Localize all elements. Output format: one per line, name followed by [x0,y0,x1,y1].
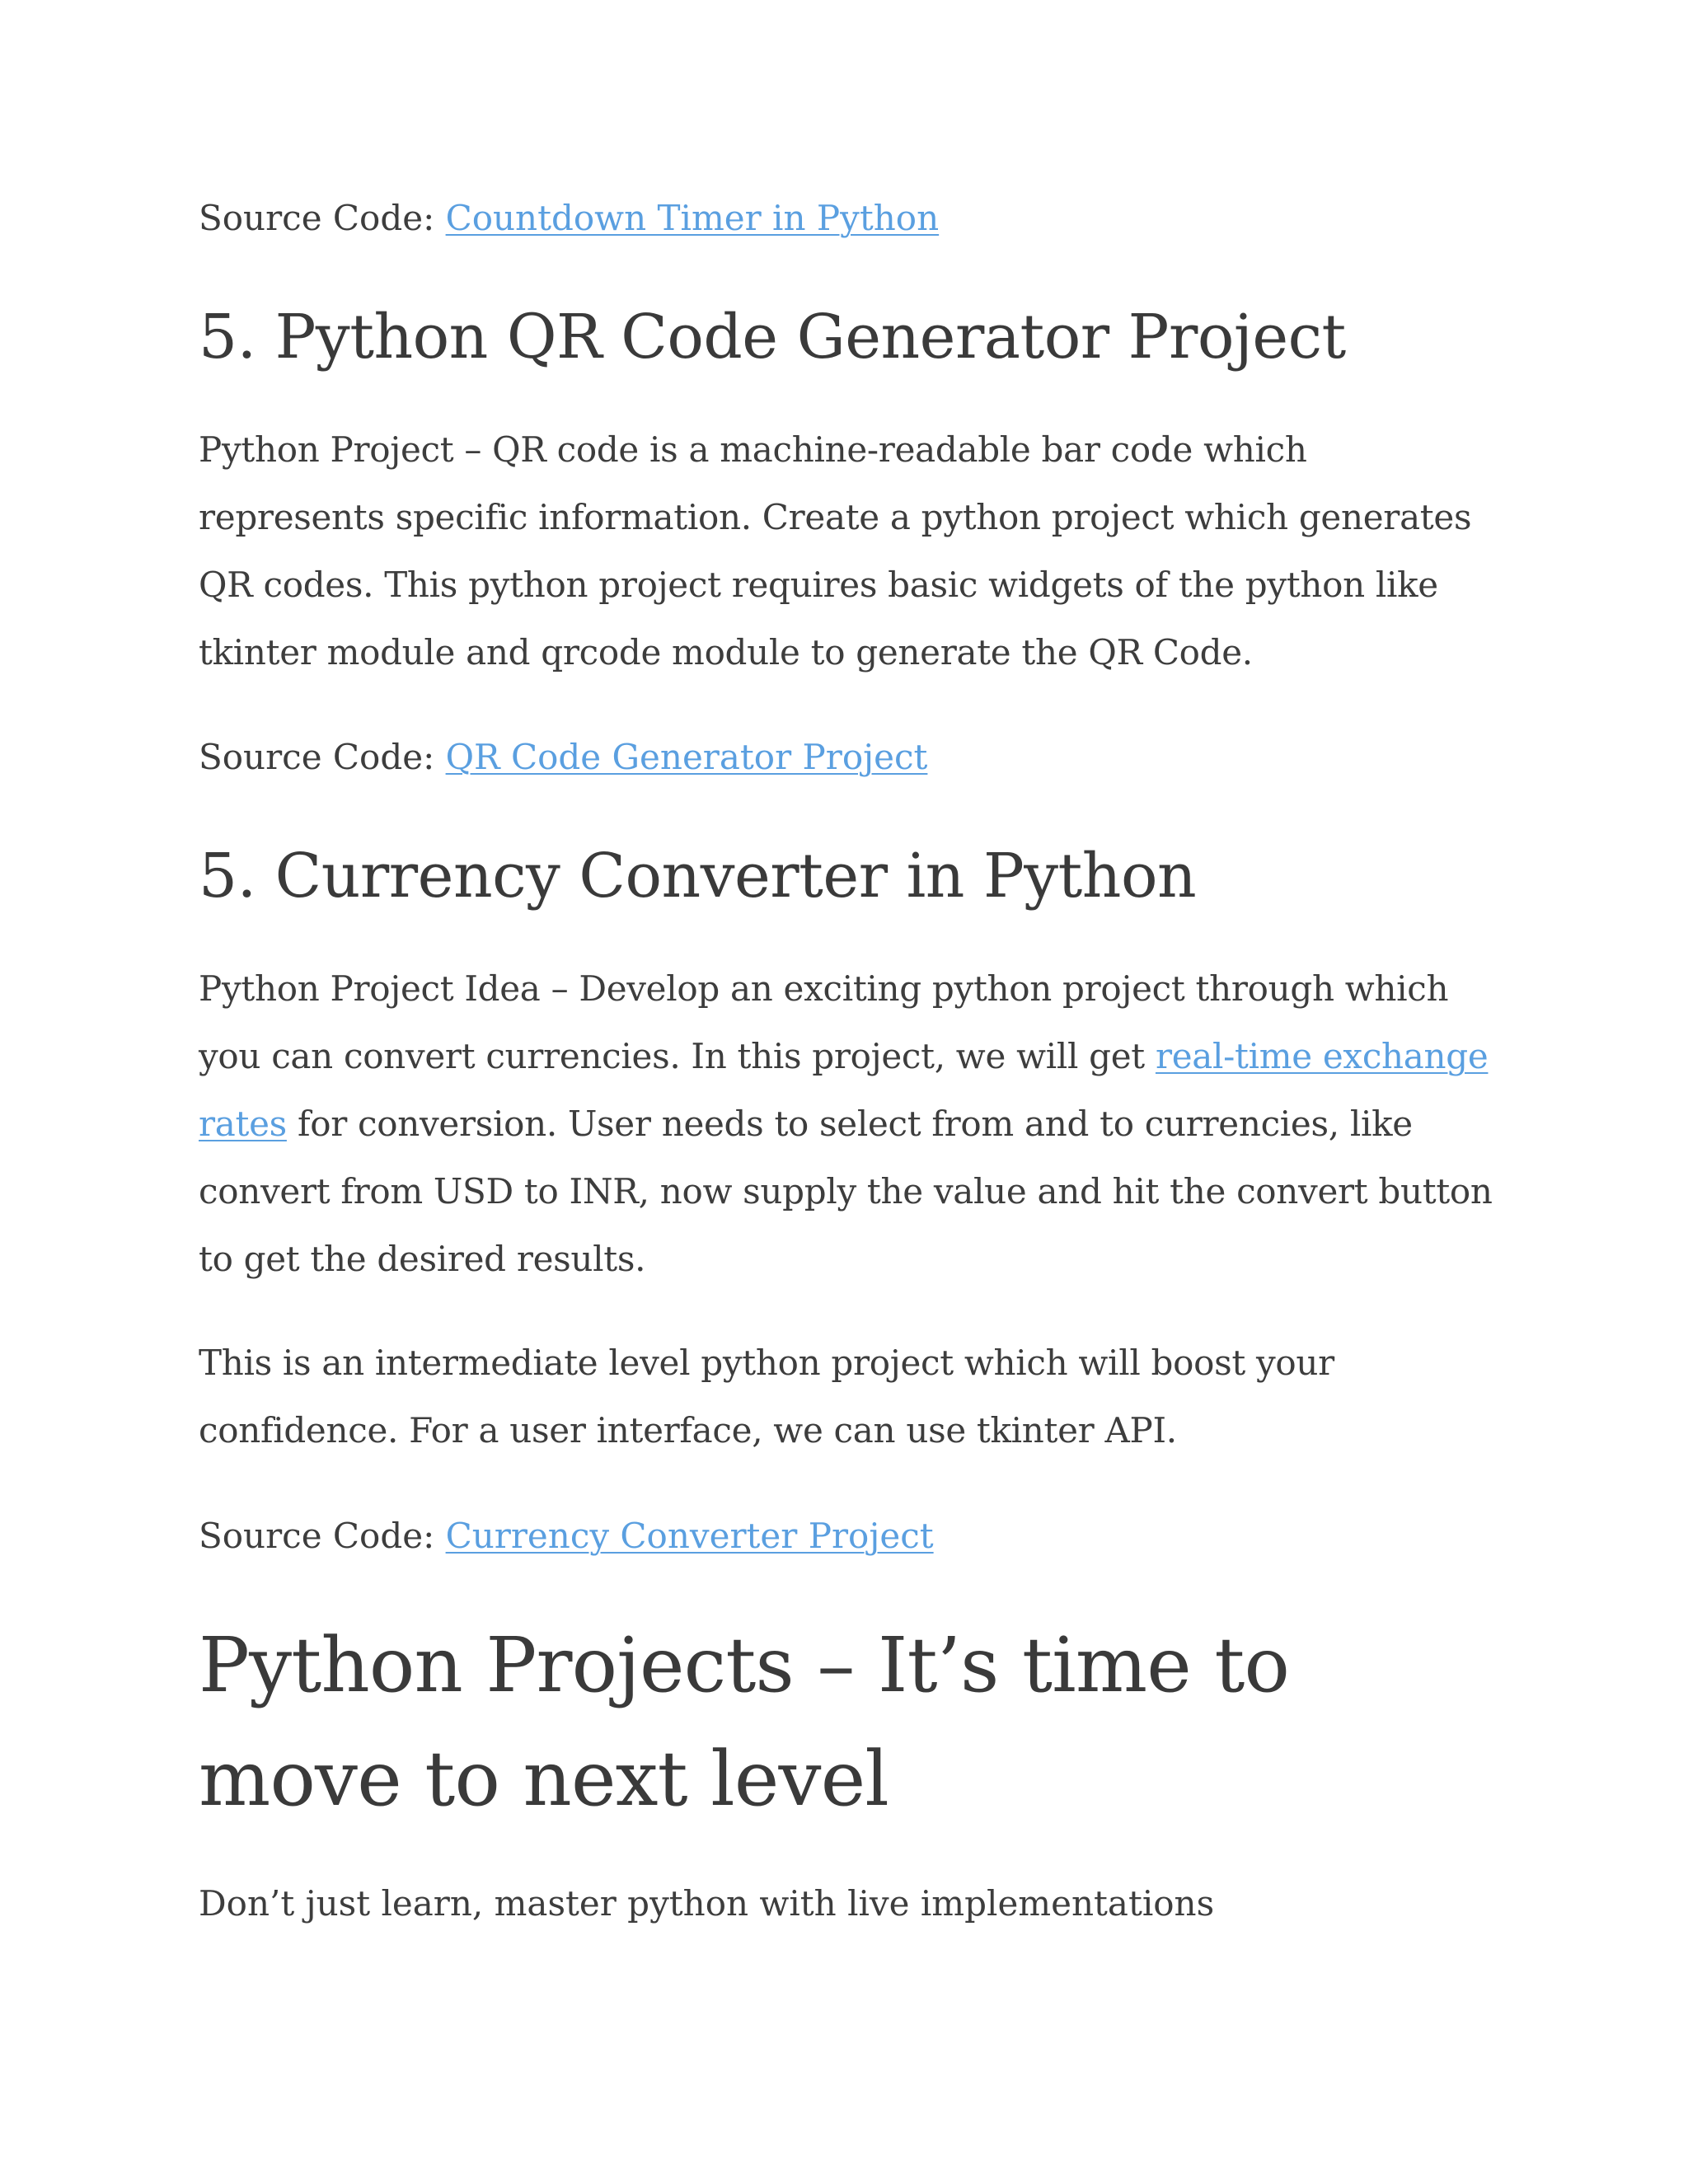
qr-source-line [199,733,927,782]
qr-section-paragraph: Python Project – QR code is a machine-readable bar code which represents specific information. Create a python project which generates QR codes. This python project requires basic widgets of the python like tkinter module and qrcode module to generate the QR Code. [199,429,1472,673]
currency-paragraph-1 [199,955,1501,1293]
next-level-heading: Python Projects – It’s time to move to next level [199,1621,1290,1823]
next-level-tagline: Don’t just learn, master python with live implementations [199,1883,1215,1924]
qr-section-heading: 5. Python QR Code Generator Project [199,302,1346,373]
source-label: Source Code: [199,1516,446,1556]
qr-code-generator-link[interactable]: QR Code Generator Project [445,737,928,777]
currency-section-heading: 5. Currency Converter in Python [199,841,1197,912]
currency-paragraph-1-text-a: Python Project Idea – Develop an exciting python project through which you can convert currencies. In this project, we will get [199,968,1449,1076]
currency-paragraph-2: This is an intermediate level python project which will boost your confidence. For a user interface, we can use tkinter API. [199,1343,1334,1451]
currency-source-line [199,1511,934,1561]
source-label: Source Code: [199,737,446,777]
currency-paragraph-1-text-b: for conversion. User needs to select from and to currencies, like convert from USD to INR, now supply the value and hit the convert button to get the desired results. [199,1104,1493,1279]
countdown-source-line [199,194,939,243]
source-label: Source Code: [199,198,446,238]
currency-converter-link[interactable]: Currency Converter Project [445,1516,934,1556]
countdown-timer-link[interactable]: Countdown Timer in Python [445,198,940,238]
exchange-rates-link[interactable]: real-time exchange rates [199,1036,1489,1144]
